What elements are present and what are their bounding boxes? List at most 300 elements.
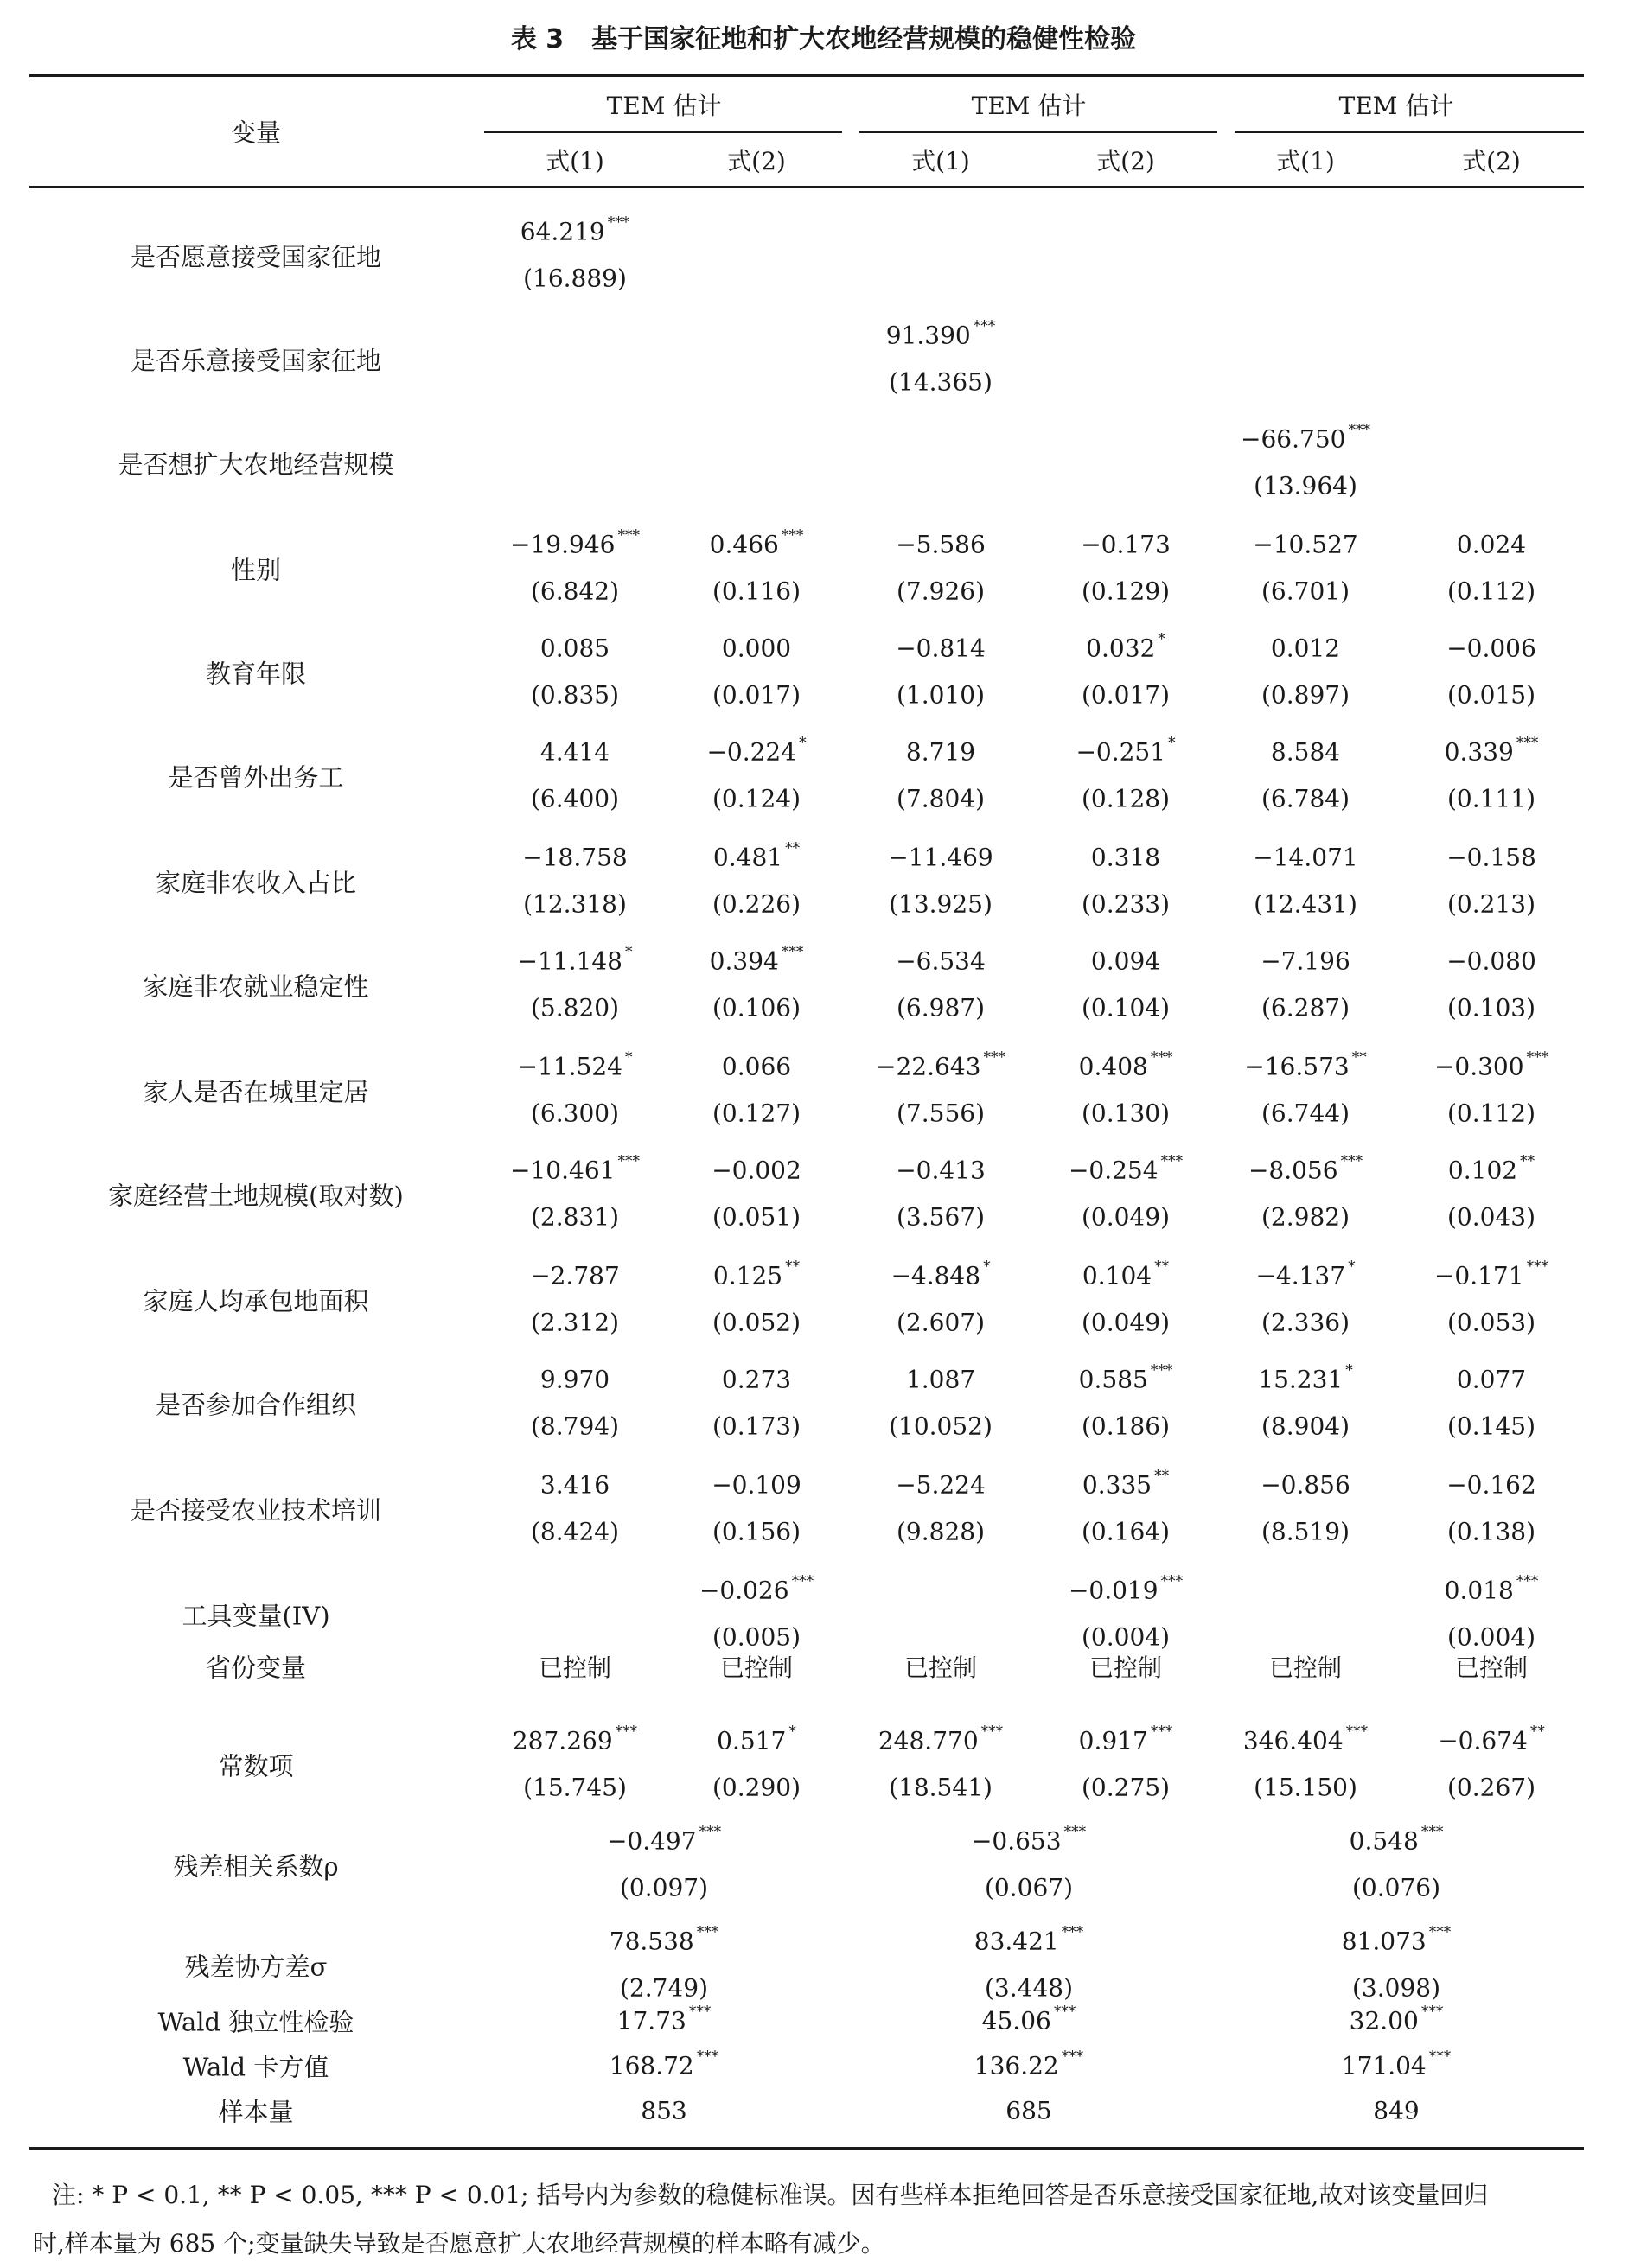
coefficient — [1433, 1048, 1549, 1081]
significance-stars: *** — [699, 1823, 722, 1841]
coefficient — [722, 1053, 791, 1081]
coefficient — [1373, 2097, 1419, 2125]
standard-error: (7.926) — [896, 577, 986, 606]
coefficient-value: −0.224 — [706, 737, 797, 767]
header-rule — [29, 186, 1584, 188]
coefficient-value: 3.416 — [539, 1470, 610, 1500]
standard-error: (0.076) — [1351, 1873, 1441, 1902]
coefficient — [1081, 531, 1171, 559]
coefficient — [720, 1649, 793, 1684]
significance-stars: ** — [1154, 1467, 1170, 1485]
table-number: 表 3 — [510, 24, 565, 54]
significance-stars: ** — [1351, 1048, 1367, 1067]
coefficient — [709, 943, 804, 976]
coefficient-value: 0.085 — [539, 634, 610, 663]
standard-error: (2.982) — [1261, 1202, 1350, 1232]
standard-error: (10.052) — [889, 1411, 993, 1441]
standard-error: (0.052) — [712, 1308, 801, 1337]
coefficient-value: −66.750 — [1241, 424, 1346, 454]
coefficient-value: 287.269 — [512, 1726, 613, 1755]
standard-error: (0.897) — [1261, 680, 1350, 710]
row-label: 是否曾外出务工 — [168, 762, 344, 793]
coefficient-value: 83.421 — [974, 1927, 1059, 1956]
standard-error: (0.017) — [1081, 680, 1171, 710]
row-label: 是否乐意接受国家征地 — [130, 346, 382, 376]
coefficient — [906, 738, 975, 767]
top-rule — [29, 74, 1584, 77]
standard-error: (8.794) — [530, 1411, 620, 1441]
significance-stars: *** — [696, 1923, 719, 1941]
coefficient — [891, 1258, 991, 1290]
standard-error: (0.005) — [712, 1622, 801, 1652]
coefficient — [1438, 1723, 1545, 1755]
significance-stars: *** — [1516, 1572, 1539, 1590]
coefficient — [1446, 844, 1536, 872]
coefficient — [1086, 630, 1165, 663]
standard-error: (13.964) — [1254, 471, 1357, 500]
standard-error: (6.300) — [530, 1099, 620, 1128]
coefficient — [712, 1258, 801, 1290]
coefficient — [1078, 1723, 1173, 1755]
table-title: 基于国家征地和扩大农地经营规模的稳健性检验 — [591, 24, 1137, 54]
coefficient-value: −22.643 — [876, 1052, 981, 1081]
coefficient — [712, 839, 801, 872]
standard-error: (0.835) — [530, 680, 620, 710]
coefficient — [540, 1471, 610, 1500]
group-rule-2 — [859, 131, 1217, 133]
coefficient — [1248, 1152, 1363, 1185]
standard-error: (0.130) — [1081, 1099, 1171, 1128]
coefficient — [1341, 1923, 1452, 1956]
standard-error: (8.519) — [1261, 1517, 1350, 1546]
coefficient — [712, 1471, 801, 1500]
significance-stars: *** — [1150, 1723, 1173, 1741]
standard-error: (8.424) — [530, 1517, 620, 1546]
coefficient-value: 32.00 — [1349, 2006, 1419, 2035]
coefficient — [706, 734, 807, 767]
coefficient — [1271, 738, 1340, 767]
coefficient-value: 0.018 — [1444, 1576, 1514, 1605]
coefficient-value: 已控制 — [1454, 1653, 1529, 1682]
coefficient-value: 91.390 — [885, 321, 971, 350]
coefficient-value: 0.548 — [1349, 1826, 1419, 1856]
coefficient-value: 8.584 — [1270, 737, 1341, 767]
significance-stars: ** — [1154, 1258, 1170, 1276]
coefficient-value: 0.481 — [712, 843, 783, 872]
coefficient — [699, 1572, 814, 1605]
coefficient-value: −5.224 — [896, 1470, 986, 1500]
coefficient — [1244, 1048, 1367, 1081]
coefficient-value: 0.024 — [1456, 530, 1527, 559]
standard-error: (0.043) — [1446, 1202, 1536, 1232]
significance-stars: *** — [973, 317, 996, 335]
coefficient — [888, 844, 993, 872]
coefficient-value: −0.497 — [606, 1826, 697, 1856]
group-header: TEM 估计 — [606, 92, 722, 120]
coefficient — [1255, 1258, 1356, 1290]
coefficient-value: 0.318 — [1090, 843, 1161, 872]
standard-error: (2.312) — [530, 1308, 620, 1337]
significance-stars: *** — [1061, 1923, 1084, 1941]
row-label: 家庭非农就业稳定性 — [143, 972, 369, 1002]
coefficient — [1242, 1723, 1369, 1755]
standard-error: (16.889) — [523, 264, 627, 293]
coefficient-value: −4.848 — [891, 1261, 981, 1290]
significance-stars: *** — [983, 1048, 1005, 1067]
coefficient — [1091, 947, 1160, 976]
coefficient-value: 853 — [641, 2096, 687, 2125]
row-label: 是否接受农业技术培训 — [130, 1495, 382, 1526]
coefficient-value: −0.158 — [1446, 843, 1536, 872]
coefficient-value: 0.273 — [721, 1365, 792, 1394]
group-header: TEM 估计 — [971, 92, 1087, 120]
coefficient — [876, 1048, 1005, 1081]
coefficient-value: −11.148 — [517, 946, 622, 976]
coefficient — [1261, 1471, 1350, 1500]
coefficient-value: 已控制 — [719, 1653, 794, 1682]
column-header: 式(1) — [546, 147, 604, 175]
standard-error: (0.097) — [619, 1873, 709, 1902]
standard-error: (6.987) — [896, 993, 986, 1023]
significance-stars: * — [799, 734, 807, 752]
standard-error: (9.828) — [896, 1517, 986, 1546]
standard-error: (6.784) — [1261, 784, 1350, 813]
group-rule-1 — [484, 131, 842, 133]
standard-error: (0.275) — [1081, 1773, 1171, 1802]
variable-header: 变量 — [230, 118, 282, 148]
significance-stars: * — [624, 1048, 633, 1067]
coefficient — [510, 1152, 640, 1185]
significance-stars: *** — [781, 943, 804, 961]
coefficient-value: 已控制 — [1088, 1653, 1163, 1682]
coefficient — [878, 1723, 1004, 1755]
standard-error: (6.400) — [530, 784, 620, 813]
row-label: 残差协方差σ — [184, 1952, 328, 1982]
coefficient — [540, 738, 610, 767]
coefficient-value: 685 — [1005, 2096, 1052, 2125]
standard-error: (0.164) — [1081, 1517, 1171, 1546]
standard-error: (0.226) — [712, 889, 801, 919]
coefficient — [971, 1823, 1087, 1856]
coefficient-value: 0.585 — [1078, 1365, 1148, 1394]
coefficient — [606, 1823, 722, 1856]
coefficient-value: −4.137 — [1255, 1261, 1346, 1290]
coefficient — [1433, 1258, 1549, 1290]
coefficient — [885, 317, 996, 350]
standard-error: (3.567) — [896, 1202, 986, 1232]
coefficient — [1082, 1467, 1170, 1500]
standard-error: (0.111) — [1446, 784, 1536, 813]
coefficient — [517, 943, 633, 976]
standard-error: (6.287) — [1261, 993, 1350, 1023]
standard-error: (2.607) — [896, 1308, 986, 1337]
coefficient-value: −0.300 — [1433, 1052, 1524, 1081]
coefficient — [1241, 421, 1370, 454]
significance-stars: *** — [607, 213, 630, 232]
coefficient — [616, 2003, 712, 2035]
row-label: Wald 独立性检验 — [157, 2007, 354, 2037]
significance-stars: *** — [1053, 2003, 1076, 2021]
standard-error: (3.448) — [984, 1973, 1074, 2003]
standard-error: (2.336) — [1261, 1308, 1350, 1337]
coefficient-value: 849 — [1373, 2096, 1420, 2125]
coefficient-value: −0.674 — [1438, 1726, 1528, 1755]
coefficient-value: −8.056 — [1248, 1156, 1338, 1185]
row-label: 是否参加合作组织 — [155, 1390, 357, 1420]
column-header: 式(2) — [1462, 147, 1521, 175]
significance-stars: *** — [1061, 2048, 1084, 2066]
coefficient-value: 9.970 — [539, 1365, 610, 1394]
coefficient — [641, 2097, 686, 2125]
coefficient-value: −0.171 — [1433, 1261, 1524, 1290]
standard-error: (0.004) — [1446, 1622, 1536, 1652]
coefficient — [1444, 734, 1539, 767]
coefficient-value: 0.066 — [721, 1052, 792, 1081]
standard-error: (0.186) — [1081, 1411, 1171, 1441]
coefficient — [530, 1262, 620, 1290]
coefficient — [1349, 2003, 1444, 2035]
standard-error: (5.820) — [530, 993, 620, 1023]
coefficient — [1457, 1366, 1526, 1394]
coefficient-value: 15.231 — [1258, 1365, 1344, 1394]
coefficient-value: 4.414 — [539, 737, 610, 767]
coefficient — [1349, 1823, 1444, 1856]
row-label: 家庭经营土地规模(取对数) — [108, 1181, 404, 1211]
significance-stars: *** — [1420, 2003, 1444, 2021]
coefficient — [896, 531, 986, 559]
coefficient-value: −14.071 — [1253, 843, 1358, 872]
coefficient — [520, 213, 630, 246]
coefficient-value: −0.162 — [1446, 1470, 1536, 1500]
coefficient — [712, 1156, 801, 1185]
coefficient — [974, 2048, 1084, 2080]
coefficient — [722, 634, 791, 663]
coefficient — [1068, 1572, 1184, 1605]
standard-error: (0.112) — [1446, 577, 1536, 606]
standard-error: (14.365) — [889, 367, 993, 397]
standard-error: (0.138) — [1446, 1517, 1536, 1546]
significance-stars: *** — [1345, 1723, 1369, 1741]
row-label: 工具变量(IV) — [182, 1601, 330, 1631]
standard-error: (15.745) — [523, 1773, 627, 1802]
significance-stars: ** — [1520, 1152, 1535, 1170]
coefficient-value: 45.06 — [981, 2006, 1051, 2035]
coefficient — [1446, 947, 1536, 976]
standard-error: (2.831) — [530, 1202, 620, 1232]
significance-stars: *** — [1160, 1152, 1184, 1170]
standard-error: (18.541) — [889, 1773, 993, 1802]
bottom-rule — [29, 2147, 1584, 2150]
coefficient-value: −0.002 — [712, 1156, 801, 1185]
significance-stars: *** — [1526, 1258, 1549, 1276]
standard-error: (0.049) — [1081, 1202, 1171, 1232]
coefficient — [1253, 844, 1357, 872]
standard-error: (0.124) — [712, 784, 801, 813]
coefficient — [904, 1649, 977, 1684]
coefficient-value: 64.219 — [520, 217, 605, 246]
significance-stars: *** — [688, 2003, 712, 2021]
group-header: TEM 估计 — [1338, 92, 1454, 120]
standard-error: (0.004) — [1081, 1622, 1171, 1652]
significance-stars: *** — [617, 1152, 640, 1170]
coefficient-value: 168.72 — [609, 2051, 694, 2080]
coefficient-value: 0.517 — [717, 1726, 787, 1755]
column-header: 式(1) — [1276, 147, 1335, 175]
coefficient-value: 0.125 — [712, 1261, 783, 1290]
row-label: 性别 — [230, 555, 282, 585]
coefficient-value: −7.196 — [1261, 946, 1350, 976]
coefficient-value: −0.814 — [896, 634, 986, 663]
significance-stars: * — [1345, 1361, 1353, 1379]
row-label: 样本量 — [218, 2097, 294, 2127]
coefficient-value: −0.006 — [1446, 634, 1536, 663]
coefficient-value: 已控制 — [538, 1653, 612, 1682]
standard-error: (6.842) — [530, 577, 620, 606]
coefficient-value: 0.339 — [1444, 737, 1514, 767]
standard-error: (0.106) — [712, 993, 801, 1023]
standard-error: (0.156) — [712, 1517, 801, 1546]
coefficient-value: −11.469 — [888, 843, 993, 872]
coefficient-value: 248.770 — [878, 1726, 979, 1755]
row-label: 家人是否在城里定居 — [143, 1077, 369, 1107]
coefficient-value: 0.032 — [1086, 634, 1156, 663]
significance-stars: *** — [1420, 1823, 1444, 1841]
coefficient — [1269, 1649, 1342, 1684]
coefficient — [981, 2003, 1076, 2035]
significance-stars: *** — [1428, 2048, 1452, 2066]
row-label: 家庭非农收入占比 — [155, 868, 357, 898]
standard-error: (0.129) — [1081, 577, 1171, 606]
standard-error: (3.098) — [1351, 1973, 1441, 2003]
row-label: 是否愿意接受国家征地 — [130, 242, 382, 272]
significance-stars: *** — [1428, 1923, 1452, 1941]
coefficient — [1258, 1361, 1353, 1394]
standard-error: (0.128) — [1081, 784, 1171, 813]
coefficient — [896, 1471, 986, 1500]
coefficient — [1089, 1649, 1162, 1684]
coefficient-value: −0.254 — [1068, 1156, 1159, 1185]
coefficient-value: 0.917 — [1078, 1726, 1148, 1755]
significance-stars: * — [788, 1723, 796, 1741]
significance-stars: ** — [785, 839, 801, 857]
standard-error: (2.749) — [619, 1973, 709, 2003]
coefficient — [1446, 634, 1536, 663]
group-rule-3 — [1235, 131, 1584, 133]
standard-error: (0.017) — [712, 680, 801, 710]
significance-stars: *** — [980, 1723, 1004, 1741]
standard-error: (0.290) — [712, 1773, 801, 1802]
table-note — [33, 2171, 1591, 2268]
coefficient — [1078, 1361, 1173, 1394]
coefficient — [1271, 634, 1340, 663]
coefficient — [1444, 1572, 1539, 1605]
standard-error: (1.010) — [896, 680, 986, 710]
significance-stars: *** — [1516, 734, 1539, 752]
row-label: Wald 卡方值 — [182, 2052, 329, 2082]
coefficient-value: −10.527 — [1253, 530, 1358, 559]
coefficient — [539, 1649, 611, 1684]
standard-error: (0.173) — [712, 1411, 801, 1441]
standard-error: (12.318) — [523, 889, 627, 919]
significance-stars: ** — [1529, 1723, 1545, 1741]
coefficient-value: −0.251 — [1076, 737, 1166, 767]
coefficient — [1447, 1152, 1535, 1185]
row-label: 常数项 — [218, 1751, 294, 1781]
coefficient — [609, 2048, 719, 2080]
significance-stars: *** — [1160, 1572, 1184, 1590]
standard-error: (0.233) — [1081, 889, 1171, 919]
coefficient-value: −6.534 — [896, 946, 986, 976]
coefficient-value: 136.22 — [974, 2051, 1059, 2080]
note-line-2: 时,样本量为 685 个;变量缺失导致是否愿意扩大农地经营规模的样本略有减少。 — [33, 2229, 885, 2258]
coefficient-value: 346.404 — [1242, 1726, 1344, 1755]
coefficient — [896, 1156, 986, 1185]
coefficient-value: 0.000 — [721, 634, 792, 663]
coefficient — [717, 1723, 796, 1755]
standard-error: (7.556) — [896, 1099, 986, 1128]
significance-stars: *** — [1526, 1048, 1549, 1067]
coefficient — [1253, 531, 1357, 559]
coefficient-value: −5.586 — [896, 530, 986, 559]
significance-stars: ** — [785, 1258, 801, 1276]
significance-stars: *** — [617, 526, 640, 545]
significance-stars: *** — [1348, 421, 1370, 439]
standard-error: (0.213) — [1446, 889, 1536, 919]
coefficient-value: 81.073 — [1341, 1927, 1427, 1956]
coefficient-value: 0.104 — [1082, 1261, 1152, 1290]
significance-stars: *** — [1150, 1048, 1173, 1067]
significance-stars: *** — [1063, 1823, 1087, 1841]
significance-stars: *** — [1340, 1152, 1363, 1170]
coefficient — [540, 634, 610, 663]
standard-error: (8.904) — [1261, 1411, 1350, 1441]
coefficient-value: 已控制 — [903, 1653, 978, 1682]
note-line-1: 注: * P < 0.1, ** P < 0.05, *** P < 0.01; 括号内为参数的稳健标准误。因有些样本拒绝回答是否乐意接受国家征地,故对该变量回归 — [52, 2181, 1489, 2209]
coefficient — [512, 1723, 638, 1755]
standard-error: (0.267) — [1446, 1773, 1536, 1802]
coefficient — [974, 1923, 1084, 1956]
standard-error: (6.701) — [1261, 577, 1350, 606]
coefficient-value: 0.335 — [1082, 1470, 1152, 1500]
significance-stars: *** — [615, 1723, 638, 1741]
coefficient — [1078, 1048, 1173, 1081]
significance-stars: * — [1158, 630, 1165, 648]
row-label: 是否想扩大农地经营规模 — [118, 449, 394, 480]
coefficient-value: 0.012 — [1270, 634, 1341, 663]
significance-stars: *** — [781, 526, 804, 545]
coefficient — [1076, 734, 1176, 767]
coefficient — [896, 634, 986, 663]
coefficient-value: −2.787 — [530, 1261, 620, 1290]
significance-stars: *** — [696, 2048, 719, 2066]
standard-error: (6.744) — [1261, 1099, 1350, 1128]
coefficient — [1261, 947, 1350, 976]
coefficient-value: −16.573 — [1244, 1052, 1350, 1081]
row-label: 教育年限 — [205, 659, 307, 689]
coefficient-value: 已控制 — [1268, 1653, 1343, 1682]
coefficient-value: −0.856 — [1261, 1470, 1350, 1500]
coefficient-value: 0.394 — [709, 946, 779, 976]
coefficient-value: −0.080 — [1446, 946, 1536, 976]
significance-stars: *** — [1150, 1361, 1173, 1379]
coefficient-value: 8.719 — [905, 737, 976, 767]
coefficient-value: 0.466 — [709, 530, 779, 559]
coefficient — [1091, 844, 1160, 872]
coefficient-value: −18.758 — [522, 843, 628, 872]
coefficient-value: −0.653 — [971, 1826, 1062, 1856]
standard-error: (12.431) — [1254, 889, 1357, 919]
standard-error: (0.051) — [712, 1202, 801, 1232]
